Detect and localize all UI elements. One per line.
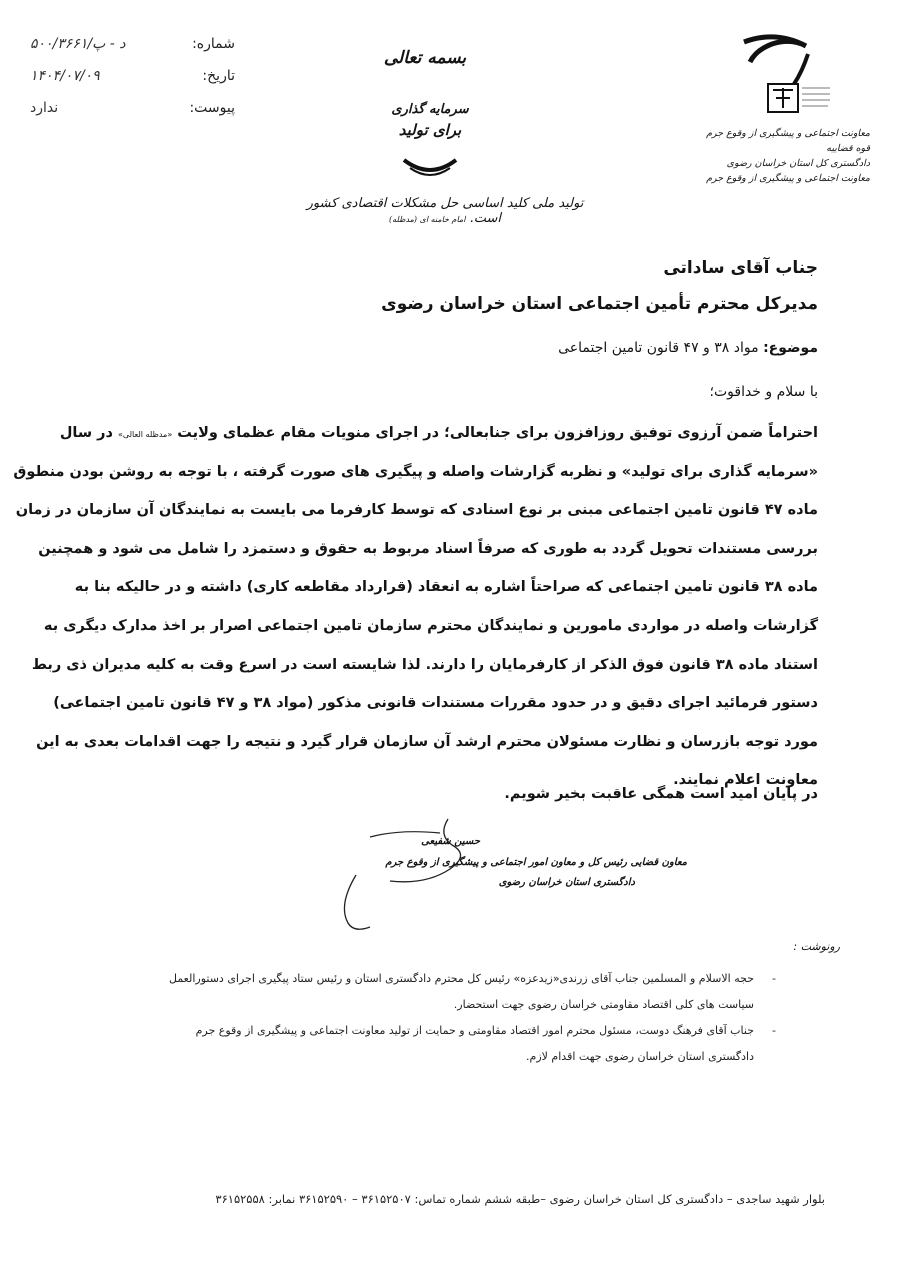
body-line-9: مورد توجه بازرسان و نظارت مسئولان محترم ارشد آن سازمان قرار گیرد و نتیجه را جهت اقدامات بعدی به این [36,733,818,750]
number-label: شماره: [192,36,235,52]
body-line-8: دستور فرمائید اجرای دقیق و در حدود مقررات مستندات قانونی مذکور (مواد ۳۸ و ۴۷ قانون تامین اجتماعی) [53,695,818,712]
cc-item [96,966,776,1018]
addressee-title: مدیرکل محترم تأمین اجتماعی استان خراسان رضوی [381,294,818,314]
attachment-label: پیوست: [189,100,235,116]
cc-item [96,1018,776,1070]
meta-number-row [30,28,235,60]
signatory-name: حسین شفیعی [421,836,480,847]
body-line-7: استناد ماده ۳۸ قانون فوق الذکر از کارفرمایان را دارند. لذا شایسته است در اسرع وقت به کلیه مدیران ذی ربط [31,656,818,673]
leader-quote [290,196,600,226]
body-line-1 [59,414,818,453]
body-line-5: ماده ۳۸ قانون تامین اجتماعی که صراحتاً اشاره به انعقاد (قرارداد مقاطعه کاری) داشته و در حالیکه بنا به [74,579,818,596]
number-value: ۵۰۰/۳۶۶۱/د - پ [30,36,126,52]
cc-item-2-line-1: جناب آقای فرهنگ دوست، مسئول محترم امور اقتصاد مقاومتی و حمایت از تولید معاونت اجتماعی و پیشگیری از وقوع جرم [195,1024,754,1037]
letter-body [13,414,818,800]
body-line-4: بررسی مستندات تحویل گردد به طوری که صرفاً اسناد مربوط به حقوق و دستمزد را شامل می شود و همچنین [38,540,818,557]
motto-logo-line1: سرمایه گذاری [391,102,469,117]
date-value: ۱۴۰۴/۰۷/۰۹ [30,68,100,84]
body-line-3: ماده ۴۷ قانون تامین اجتماعی مبنی بر نوع اسنادی که توسط کارفرما می بایست به نمایندگان آن سازمان در زمان [15,502,818,519]
body-line-1-text: احتراماً ضمن آرزوی توفیق روزافزون برای جنابعالی؛ در اجرای منویات مقام عظمای ولایت [177,425,818,441]
cc-item-2-line-2: دادگستری استان خراسان رضوی جهت اقدام لازم. [526,1050,754,1063]
signature-scribble-icon [330,815,490,935]
footer-address: بلوار شهید ساجدی – دادگستری کل استان خراسان رضوی –طبقه ششم شماره تماس: ۳۶۱۵۲۵۰۷ – ۳۶۱۵۲۵۹۰ نمابر: ۳۶۱۵۲۵۵۸ [215,1192,825,1206]
body-line-6: گزارشات واصله در مواردی مامورین و نمایندگان محترم سازمان تامین اجتماعی اصرار بر اخذ مدارک دیگری به [43,617,818,634]
body-line-10: معاونت اعلام نمایند. [673,772,818,789]
addressee-name: جناب آقای ساداتی [663,258,818,278]
judiciary-emblem-icon [736,32,836,122]
subject-label: موضوع: [763,340,818,356]
cc-list [96,966,776,1070]
besm-heading: بسمه تعالی [383,48,467,68]
body-line-1-tail: در سال [59,425,113,441]
attachment-value: ندارد [30,100,59,116]
cc-dash: - [772,1024,776,1037]
date-label: تاریخ: [202,68,235,84]
subject-line [558,340,818,356]
signatory-organization: دادگستری استان خراسان رضوی [498,877,635,888]
quote-source: امام خامنه ای (مدظله) [389,215,466,224]
cc-item-1-line-1: حجه الاسلام و المسلمین جناب آقای زرندی«زیدعزه» رئیس کل محترم دادگستری استان و رئیس ستاد پیگیری اجرای دستورالعمل [168,972,754,985]
motto-logo-text [384,100,476,140]
meta-date-row [30,60,235,92]
cc-dash: - [772,972,776,985]
motto-logo-line2: برای تولید [398,121,462,139]
org-line-1: معاونت اجتماعی و پیشگیری از وقوع جرم قوه قضاییه [706,128,870,154]
org-line-3: معاونت اجتماعی و پیشگیری از وقوع جرم [706,173,870,184]
letter-meta [30,28,235,124]
org-line-2: دادگستری کل استان خراسان رضوی [726,158,870,169]
meta-attachment-row [30,92,235,124]
quote-text: تولید ملی کلید اساسی حل مشکلات اقتصادی کشور است. [306,196,584,226]
closing-line: در پایان امید است همگی عاقبت بخیر شویم. [504,786,818,802]
body-line-1-honorific: «مدظله العالی» [118,430,173,439]
cc-label: رونوشت : [793,940,840,953]
body-line-2: «سرمایه گذاری برای تولید» و نظربه گزارشات واصله و پیگیری های صورت گرفته ، با توجه به روشن بودن منطوق [13,463,818,480]
subject-text: مواد ۳۸ و ۴۷ قانون تامین اجتماعی [558,340,759,356]
cc-item-1-line-2: سیاست های کلی اقتصاد مقاومتی خراسان رضوی جهت استحضار. [453,998,754,1011]
greeting: با سلام و خداقوت؛ [709,384,818,400]
signatory-title: معاون قضایی رئیس کل و معاون امور اجتماعی و پیشگیری از وقوع جرم [385,857,687,868]
organization-lines [690,126,870,186]
